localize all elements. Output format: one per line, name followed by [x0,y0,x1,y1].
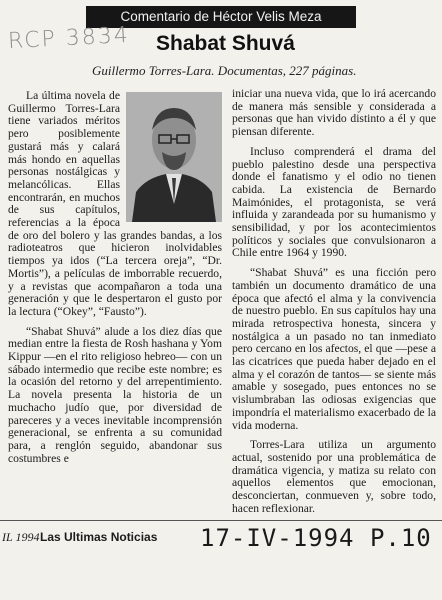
clipping-footer [0,520,442,600]
author-photo [126,92,222,222]
paragraph-right-2: Incluso comprenderá el drama del pueblo palestino desde una perspectiva donde el fanatismo y el odio no tienen cabida. La existencia de Bernardo Maimónides, el protagonista, se verá influida y zarandeada por su humanismo y sensibilidad, y por los acontecimientos políticos y sociales que convulsionaron a Chile entre 1964 y 1990. [232,144,436,260]
footer-divider [0,520,442,521]
article-title: Shabat Shuvá [156,32,295,55]
paragraph-right-3: “Shabat Shuvá” es una ficción pero también un documento dramático de una época que afectó el alma y la convivencia de nuestro pueblo. En sus capítulos hay una mirada retrospectiva honesta, sincera y nostálgica a un pasado no tan inmediato pero cercano en los afectos, el que —pese a las cicatrices que pueda haber dejado en el alma y el corazón de tantos— se siente más amable y sosegado, pues entonces no se vislumbraban las odiosas exigencias que impondría el materialismo exacerbado de la vida moderna. [232,266,436,432]
left-column [8,90,222,465]
paragraph-left-2: “Shabat Shuvá” alude a los diez días que median entre la fiesta de Rosh hashana y Yom Kippur —en el rito religioso hebreo— con un sábado intermedio que recibe este nombre; es la ocasión del retorno y del arrepentimiento. La novela presenta la historia de un muchacho judío que, por diversidad de pareceres y a veces inevitable incomprensión generacional, se enfrenta a su comunidad para, a renglón seguido, abandonar sus costumbres e [8,324,222,465]
column-label: Comentario de Héctor Velis Meza [120,9,322,24]
publication-date-fragment: IL 1994 [2,530,40,544]
right-column [232,88,436,516]
handwritten-date-note: 17-IV-1994 P.10 [200,524,432,552]
author-portrait-image [126,92,222,222]
paragraph-right-1: iniciar una nueva vida, que lo irá acercando de manera más sensible y considerada a personas que han vivido distinto a él y que piensan diferente. [232,87,436,139]
archive-reference: RCP 3834 [7,22,131,55]
paragraph-left-1: La última novela de Guillermo Torres-Lara tiene variados méritos pero posiblemente gustará más y calará más hondo en aquellas personas nostálgicas y melancólicas. Ellas encontrarán, en muchos de sus capítulos, referencias a la época de oro del bolero y las grandes bandas, a los radioteatros que hicieron inolvidables tiempos ya idos (“La tercera oreja”, “Dr. Mortis”), a películas de imborrable recuerdo, y a revistas que acompañaron a toda una generación y que le despertaron el gusto por la lectura (“Okey”, “Fausto”). [8,89,222,318]
article-subtitle: Guillermo Torres-Lara. Documentas, 227 páginas. [92,63,357,78]
paragraph-right-4: Torres-Lara utiliza un argumento actual, sostenido por una problemática de dramática vigencia, y matiza su relato con aquellos elementos que emocionan, desconciertan, conmueven y, sobre todo, hacen reflexionar. [232,438,436,515]
publication-name: Las Ultimas Noticias [40,530,158,544]
